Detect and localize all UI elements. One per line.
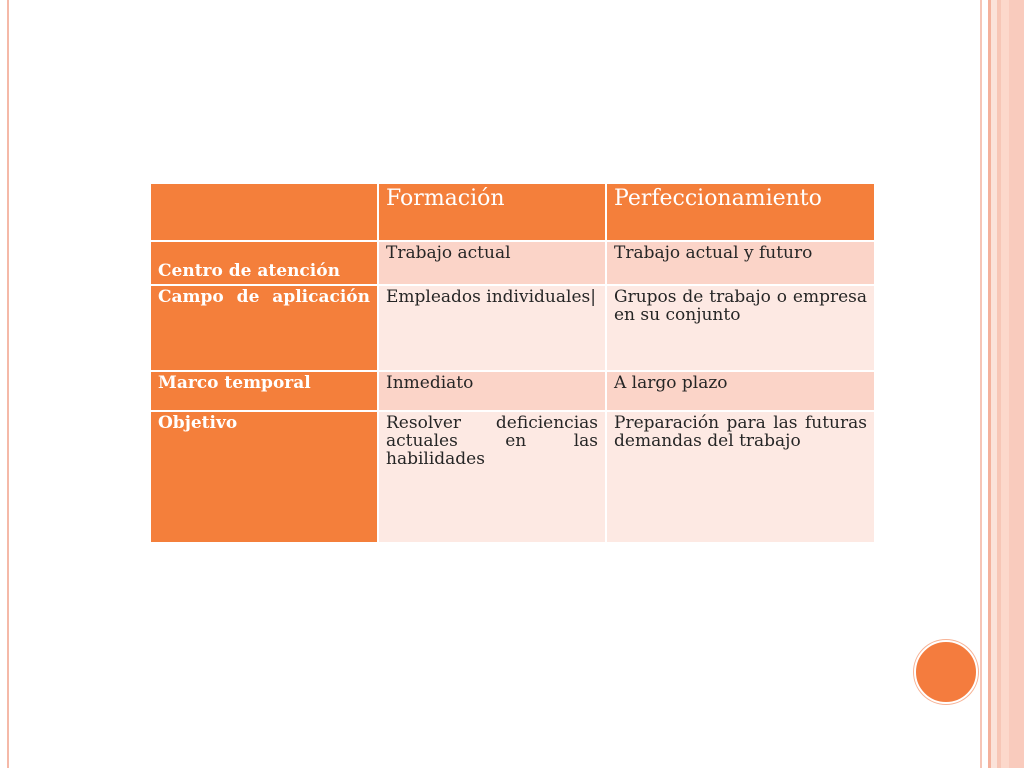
decorative-circle [914, 640, 978, 704]
cell-perfeccionamiento: Trabajo actual y futuro [606, 241, 875, 285]
cell-formacion: Empleados individuales| [378, 285, 606, 371]
cell-perfeccionamiento: Preparación para las futuras demandas del trabajo [606, 411, 875, 543]
row-label: Marco temporal [150, 371, 378, 411]
header-empty-cell [150, 183, 378, 241]
table-row [150, 285, 875, 371]
left-border-line [7, 0, 9, 768]
row-label: Objetivo [150, 411, 378, 543]
table-row [150, 371, 875, 411]
cell-perfeccionamiento: Grupos de trabajo o empresa en su conjunto [606, 285, 875, 371]
table-header-row [150, 183, 875, 241]
row-label: Centro de atención [150, 241, 378, 285]
header-formacion: Formación [378, 183, 606, 241]
comparison-table [149, 182, 876, 544]
header-perfeccionamiento: Perfeccionamiento [606, 183, 875, 241]
table-row [150, 241, 875, 285]
right-decorative-stripes [974, 0, 1024, 768]
cell-formacion: Inmediato [378, 371, 606, 411]
cell-formacion: Trabajo actual [378, 241, 606, 285]
row-label: Campo de aplicación [150, 285, 378, 371]
cell-perfeccionamiento: A largo plazo [606, 371, 875, 411]
cell-formacion: Resolver deficiencias actuales en las habilidades [378, 411, 606, 543]
table-row [150, 411, 875, 543]
